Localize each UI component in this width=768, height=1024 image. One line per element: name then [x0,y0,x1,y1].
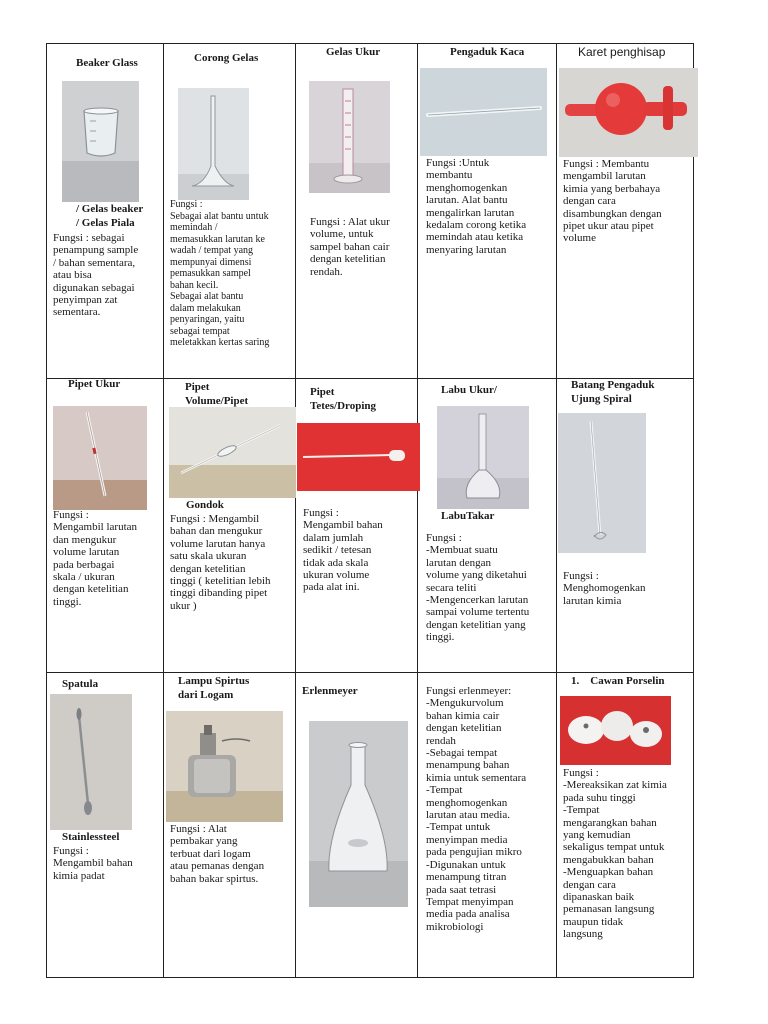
pipet-tetes-description: Fungsi : Mengambil bahan dalam jumlah sedikit / tetesan tidak ada skala ukuran volume pada alat ini. [303,507,383,594]
karet-title: Karet penghisap [578,45,666,59]
cawan-title: Cawan Porselin [590,675,665,687]
gelas-ukur-description: Fungsi : Alat ukur volume, untuk sampel bahan cair dengan ketelitian rendah. [310,216,390,278]
corong-description: Fungsi : Sebagai alat bantu untuk memindah / memasukkan larutan ke wadah / tempat yang mempunyai dimensi pemasukkan sampel bahan kecil. Sebagai alat bantu dalam melakukan penyaringan, yaitu sebagai tempat meletakkan kertas saring [170,199,270,348]
pipette-bulb-photo [559,68,698,157]
beaker-description: Fungsi : sebagai penampung sample / bahan sementara, atau bisa digunakan sebagai penyimpan zat sementara. [53,232,139,319]
funnel-photo [178,88,249,200]
spatula-subtitle: Stainlessteel [62,831,120,843]
pipet-volume-description: Fungsi : Mengambil bahan dan mengukur volume larutan hanya satu skala ukuran dengan ketelitian tinggi ( ketelitian lebih tinggi dibanding pipet ukur ) [170,513,271,612]
cawan-number: 1. [571,675,580,687]
porcelain-dish-photo [560,696,671,765]
pengaduk-description: Fungsi :Untuk membantu menghomogenkan larutan. Alat bantu mengalirkan larutan kedalam corong ketika memindah atau ketika menyaring larutan [426,157,527,256]
lampu-description: Fungsi : Alat pembakar yang terbuat dari logam atau pemanas dengan bahan bakar spirtus. [170,823,265,885]
erlenmeyer-title: Erlenmeyer [302,685,358,697]
pipet-ukur-description: Fungsi : Mengambil larutan dan mengukur volume larutan pada berbagai skala / ukuran dengan ketelitian tinggi. [53,509,138,608]
batang-spiral-title: Batang Pengaduk Ujung Spiral [571,379,655,405]
beaker-alt-name: / Gelas beaker / Gelas Piala [76,203,144,229]
measuring-pipette-photo [53,406,147,510]
gelas-ukur-title: Gelas Ukur [326,46,381,58]
volumetric-flask-photo [437,406,529,509]
labu-ukur-description: Fungsi : -Membuat suatu larutan dengan volume yang diketahui secara teliti -Mengencerkan larutan sampai volume tertentu dengan ketelitian yang tinggi. [426,532,530,644]
spiral-rod-photo [558,413,646,553]
pipet-volume-title: Pipet Volume/Pipet [185,381,249,407]
glass-rod-photo [420,68,547,156]
labu-ukur-subtitle: LabuTakar [441,510,495,522]
beaker-title: Beaker Glass [76,57,138,69]
spatula-description: Fungsi : Mengambil bahan kimia padat [53,845,133,882]
volumetric-pipette-photo [169,407,296,498]
cawan-heading [571,674,665,688]
equipment-table [46,43,694,978]
pengaduk-title: Pengaduk Kaca [450,46,525,58]
erlenmeyer-description: Fungsi erlenmeyer: -Mengukurvolum bahan kimia cair dengan ketelitian rendah -Sebagai tempat menampung bahan kimia untuk sementara -Tempat menghomogenkan larutan atau media. -Tempat untuk menyimpan media pada pengujian mikro -Digunakan untuk menampung titran pada saat tetrasi Tempat menyimpan media pada analisa mikrobiologi [426,685,527,933]
cawan-description: Fungsi : -Mereaksikan zat kimia pada suhu tinggi -Tempat mengarangkan bahan yang kemudian sekaligus tempat untuk mengabukkan bahan -Menguapkan bahan dengan cara dipanaskan baik pemanasan langsung maupun tidak langsung [563,767,667,941]
batang-spiral-description: Fungsi : Menghomogenkan larutan kimia [563,570,646,607]
corong-title: Corong Gelas [194,52,259,64]
labu-ukur-title: Labu Ukur/ [441,384,497,396]
pipet-volume-subtitle: Gondok [186,499,224,511]
pipet-ukur-title: Pipet Ukur [68,378,121,390]
graduated-cylinder-photo [309,81,390,193]
pipet-tetes-title: Pipet Tetes/Droping [310,386,377,412]
dropper-pipette-photo [297,423,420,491]
lampu-title: Lampu Spirtus dari Logam [178,675,250,701]
spatula-title: Spatula [62,678,99,690]
spirit-lamp-photo [166,711,283,822]
karet-description: Fungsi : Membantu mengambil larutan kimia yang berbahaya dengan cara disambungkan dengan pipet ukur atau pipet volume [563,158,662,245]
beaker-photo [62,81,139,202]
erlenmeyer-flask-photo [309,721,408,907]
spatula-photo [50,694,132,830]
